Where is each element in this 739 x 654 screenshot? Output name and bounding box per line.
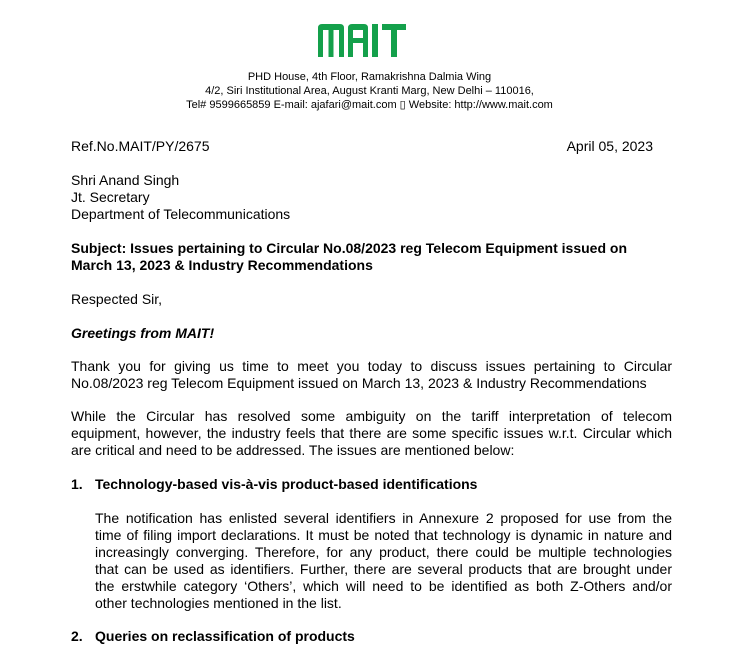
section1-body [95,510,672,612]
mait-logo [318,22,406,59]
letterhead-contact-line: Tel# 9599665859 E-mail: ajafari@mait.com ▯ Website: http://www.mait.com [186,99,553,111]
section1-body-line: the erstwhile category ‘Others’, which will need to be identified as both Z-Others and/or [95,578,672,594]
section1-body-line: other technologies mentioned in the list. [95,595,342,611]
subject-line2: March 13, 2023 & Industry Recommendations [71,257,373,273]
paragraph-circular [71,408,672,459]
subject-line1: Subject: Issues pertaining to Circular No.08/2023 reg Telecom Equipment issued on [71,240,627,256]
letterhead-address-line2: 4/2, Siri Institutional Area, August Kranti Marg, New Delhi – 110016, [205,85,534,97]
paragraph-circular-line3: are critical and need to be addressed. The issues are mentioned below: [71,442,515,458]
paragraph-circular-line1: While the Circular has resolved some ambiguity on the tariff interpretation of telecom [71,408,672,424]
recipient-name: Shri Anand Singh [71,172,180,188]
paragraph-circular-line2: equipment, however, the industry feels that there are some specific issues w.r.t. Circular which [71,425,672,441]
reference-number: Ref.No.MAIT/PY/2675 [71,138,210,154]
recipient-department: Department of Telecommunications [71,206,291,222]
paragraph-intro [71,358,672,392]
paragraph-intro-line1: Thank you for giving us time to meet you today to discuss issues pertaining to Circular [71,358,672,374]
section1-number: 1. [71,476,83,492]
section1-body-line: that can be used as identifiers. Further, there are several products that are brought under [95,561,672,577]
letterhead-address-line1: PHD House, 4th Floor, Ramakrishna Dalmia Wing [247,71,492,83]
paragraph-intro-line2: No.08/2023 reg Telecom Equipment issued on March 13, 2023 & Industry Recommendations [71,375,647,391]
section1-body-line: increasingly converging. Therefore, for any product, there could be multiple technologies [95,544,672,560]
letter-date: April 05, 2023 [566,138,653,154]
section1-heading: Technology-based vis-à-vis product-based identifications [95,476,478,492]
section1-body-line: time of filing import declarations. It must be noted that technology is dynamic in nature and [95,527,672,543]
recipient-title: Jt. Secretary [71,189,150,205]
section2-number: 2. [71,628,83,644]
greeting: Greetings from MAIT! [71,325,215,341]
section1-body-line: The notification has enlisted several identifiers in Annexure 2 proposed for use from the [95,510,672,526]
section2-heading: Queries on reclassification of products [95,628,355,644]
salutation: Respected Sir, [71,291,163,307]
